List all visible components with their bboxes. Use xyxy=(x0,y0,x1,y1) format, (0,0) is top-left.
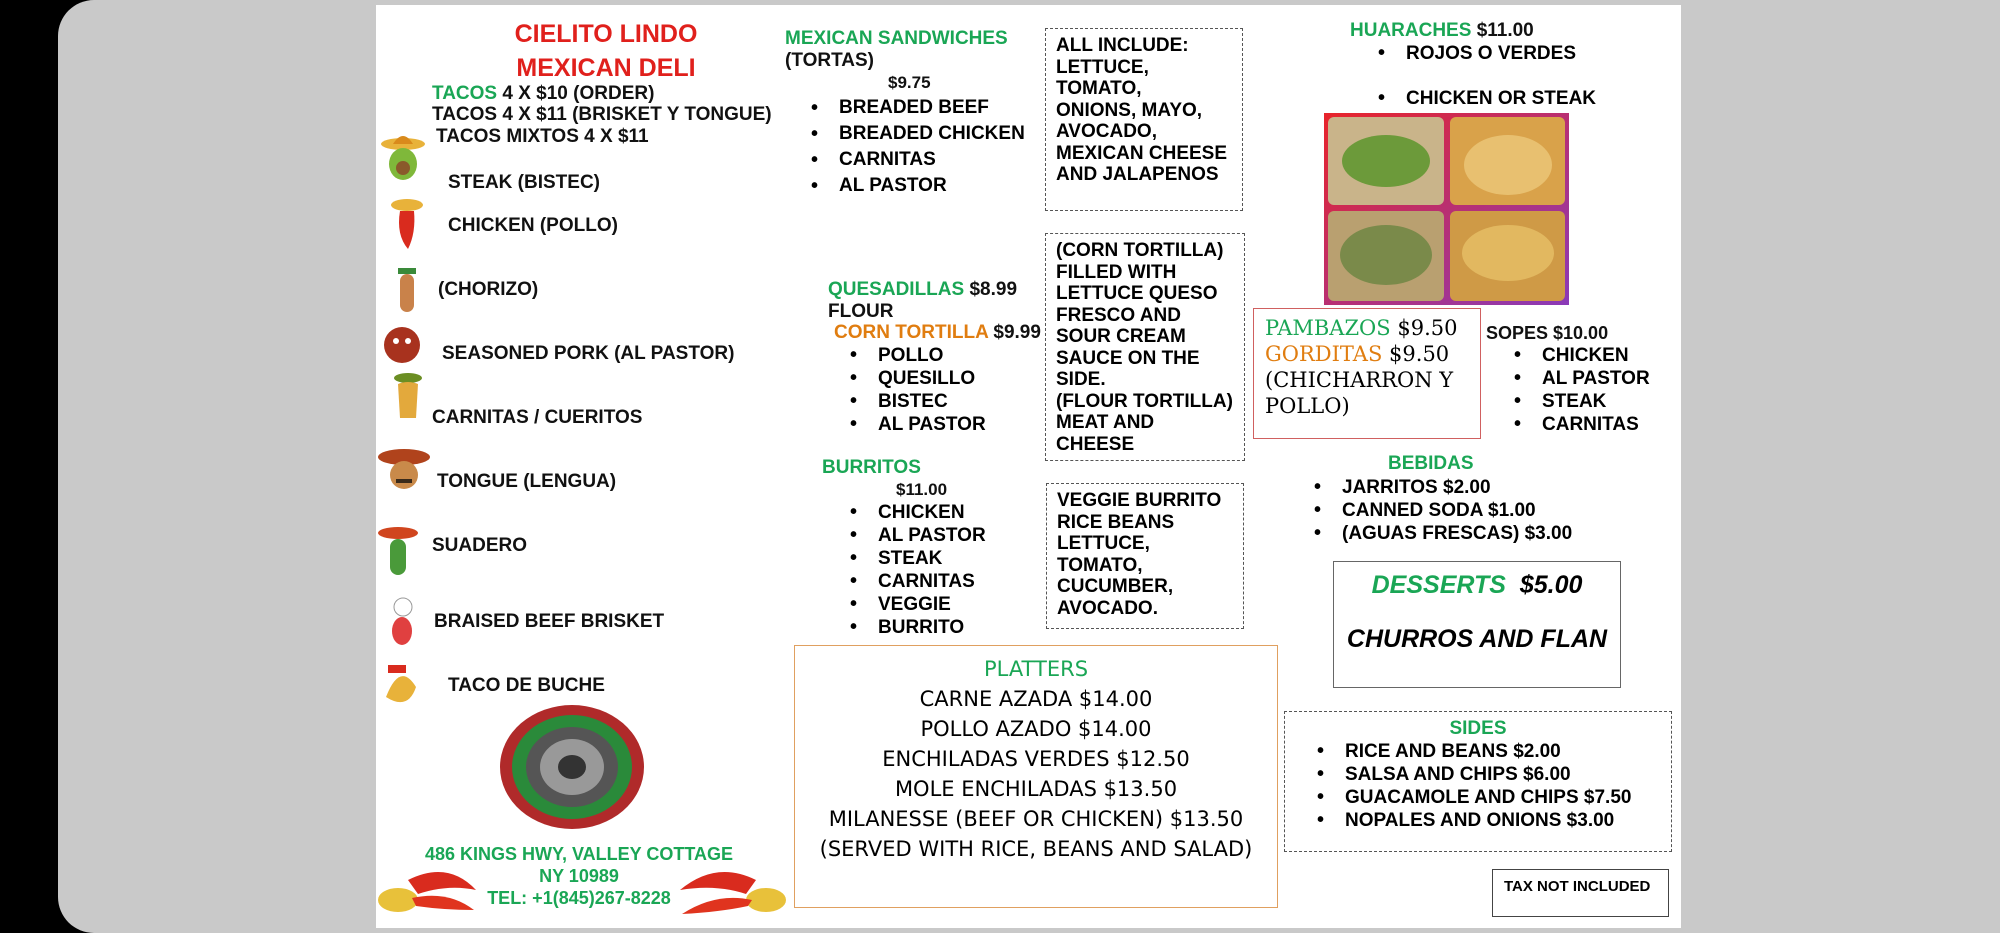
gorditas-line: GORDITAS $9.50 xyxy=(1265,342,1450,366)
taco-item: BRAISED BEEF BRISKET xyxy=(434,611,665,632)
burrito-item: • CHICKEN xyxy=(848,501,986,524)
taco-buche-icon xyxy=(378,657,424,713)
quesadillas-title: QUESADILLAS xyxy=(828,279,965,300)
side-item: • NOPALES AND ONIONS $3.00 xyxy=(1315,809,1671,832)
address-city: NY 10989 xyxy=(539,866,619,886)
burritos-price: $11.00 xyxy=(896,480,948,499)
taco-item: SEASONED PORK (AL PASTOR) xyxy=(442,343,735,364)
huaraches-title: HUARACHES xyxy=(1350,20,1472,41)
gorditas-fillings-cont: POLLO) xyxy=(1265,394,1350,418)
burritos-list xyxy=(848,501,986,639)
platter-item: CARNE AZADA $14.00 xyxy=(919,687,1153,711)
side-item: • RICE AND BEANS $2.00 xyxy=(1315,740,1671,763)
taco-item: TONGUE (LENGUA) xyxy=(437,471,617,492)
toppings-text: ALL INCLUDE: LETTUCE, TOMATO, ONIONS, MAYO, AVOCADO, MEXICAN CHEESE AND JALAPENOS xyxy=(1056,35,1228,185)
chorizo-icon xyxy=(384,260,430,316)
sopes-item: • AL PASTOR xyxy=(1512,367,1650,390)
corn-tortilla-line xyxy=(834,322,1041,344)
sandwich-item: • CARNITAS xyxy=(809,147,1025,173)
mariachi-icon xyxy=(376,443,434,499)
chili-corn-decoration-left xyxy=(378,860,478,922)
cactus-sombrero-icon xyxy=(376,523,422,579)
taco-character-icon xyxy=(386,368,432,424)
bebida-item: • CANNED SODA $1.00 xyxy=(1312,499,1572,522)
quesadilla-item: • BISTEC xyxy=(848,390,986,413)
veggie-burrito-box xyxy=(1046,483,1244,629)
tacos-label: TACOS xyxy=(432,83,498,104)
quesadilla-info-box xyxy=(1045,233,1245,461)
sandwiches-price: $9.75 xyxy=(888,73,931,92)
huarache-item: • CHICKEN OR STEAK xyxy=(1376,87,1596,110)
burrito-item: • CARNITAS xyxy=(848,570,986,593)
aztec-calendar-logo xyxy=(498,703,646,831)
platter-item: POLLO AZADO $14.00 xyxy=(920,717,1152,741)
sides-title: SIDES xyxy=(1449,718,1507,739)
bebida-item: • (AGUAS FRESCAS) $3.00 xyxy=(1312,522,1572,545)
quesadilla-item: • QUESILLO xyxy=(848,367,986,390)
desserts-box xyxy=(1333,561,1621,688)
quesadillas-heading xyxy=(828,279,1017,301)
burritos-title: BURRITOS xyxy=(822,457,921,478)
tax-notice: TAX NOT INCLUDED xyxy=(1504,878,1651,895)
desserts-heading: DESSERTS $5.00 xyxy=(1371,571,1583,599)
phone-number: TEL: +1(845)267-8228 xyxy=(487,888,671,908)
platter-item: MILANESSE (BEEF OR CHICKEN) $13.50 xyxy=(828,807,1244,831)
sandwich-item: • BREADED CHICKEN xyxy=(809,121,1025,147)
tax-notice-box xyxy=(1492,869,1669,917)
sopes-title: SOPES $10.00 xyxy=(1486,323,1609,343)
side-item: • SALSA AND CHIPS $6.00 xyxy=(1315,763,1671,786)
quesadilla-item: • AL PASTOR xyxy=(848,413,986,436)
taco-item: CHICKEN (POLLO) xyxy=(448,215,618,236)
address-street: 486 KINGS HWY, VALLEY COTTAGE xyxy=(424,844,734,864)
restaurant-title xyxy=(506,17,706,85)
quesadillas-flour: FLOUR xyxy=(828,301,894,322)
platters-title: PLATTERS xyxy=(983,657,1089,681)
quesadillas-price: $8.99 xyxy=(969,279,1018,300)
food-photo-collage xyxy=(1324,113,1569,305)
platters-box xyxy=(794,645,1278,908)
taco-item: CARNITAS / CUERITOS xyxy=(432,407,643,428)
taco-item: (CHORIZO) xyxy=(438,279,539,300)
burrito-item: • VEGGIE xyxy=(848,593,986,616)
sopes-item: • STEAK xyxy=(1512,390,1650,413)
sides-box xyxy=(1284,711,1672,852)
title-line2: MEXICAN DELI xyxy=(516,54,696,82)
bebida-item: • JARRITOS $2.00 xyxy=(1312,476,1572,499)
gorditas-fillings: (CHICHARRON Y xyxy=(1265,368,1454,392)
huaraches-heading xyxy=(1350,20,1534,42)
avocado-sombrero-icon xyxy=(380,130,426,186)
platter-item: ENCHILADAS VERDES $12.50 xyxy=(882,747,1190,771)
tacos-line1 xyxy=(432,83,654,105)
burrito-item-continued: • BURRITO xyxy=(848,616,986,639)
desserts-items: CHURROS AND FLAN xyxy=(1346,625,1608,653)
sandwiches-subtitle: (TORTAS) xyxy=(785,50,875,71)
taco-item: SUADERO xyxy=(432,535,528,556)
quesadilla-info-text: (CORN TORTILLA) FILLED WITH LETTUCE QUESO FRESCO AND SOUR CREAM SAUCE ON THE SIDE. (FLOUR TORTILLA) MEAT AND CHEESE xyxy=(1056,240,1233,455)
sandwich-item: • BREADED BEEF xyxy=(809,95,1025,121)
burrito-item: • AL PASTOR xyxy=(848,524,986,547)
chili-pepper-icon xyxy=(384,195,430,251)
sopes-list xyxy=(1512,344,1650,436)
platter-item: (SERVED WITH RICE, BEANS AND SALAD) xyxy=(819,837,1253,861)
huaraches-list xyxy=(1376,42,1596,110)
corn-tortilla-price: $9.99 xyxy=(993,322,1041,343)
sandwiches-title: MEXICAN SANDWICHES xyxy=(785,28,1008,49)
taco-item: TACO DE BUCHE xyxy=(448,675,605,696)
sopes-item: • CARNITAS xyxy=(1512,413,1650,436)
taco-item: STEAK (BISTEC) xyxy=(448,172,600,193)
huaraches-price: $11.00 xyxy=(1476,20,1534,41)
sopes-item: • CHICKEN xyxy=(1512,344,1650,367)
platters-content xyxy=(795,646,1277,864)
sandwiches-list xyxy=(809,95,1025,199)
burrito-item: • STEAK xyxy=(848,547,986,570)
side-item: • GUACAMOLE AND CHIPS $7.50 xyxy=(1315,786,1671,809)
chili-corn-decoration-right xyxy=(676,860,786,922)
pambazos-box xyxy=(1253,308,1481,439)
quesadillas-list xyxy=(848,344,986,436)
huarache-item: • ROJOS O VERDES xyxy=(1376,42,1596,65)
corn-tortilla-label: CORN TORTILLA xyxy=(834,322,989,343)
tacos-price: 4 X $10 (ORDER) xyxy=(502,83,655,104)
sides-list xyxy=(1315,740,1671,832)
platter-item: MOLE ENCHILADAS $13.50 xyxy=(894,777,1178,801)
pambazos-content xyxy=(1254,309,1480,425)
tacos-line2: TACOS 4 X $11 (BRISKET Y TONGUE) xyxy=(432,104,772,125)
menu-page xyxy=(376,5,1681,928)
quesadilla-item: • POLLO xyxy=(848,344,986,367)
veggie-burrito-text: VEGGIE BURRITO RICE BEANS LETTUCE, TOMATO, CUCUMBER, AVOCADO. xyxy=(1057,490,1222,619)
chef-character-icon xyxy=(380,595,426,651)
tacos-line3: TACOS MIXTOS 4 X $11 xyxy=(436,126,649,147)
pambazos-line: PAMBAZOS $9.50 xyxy=(1265,316,1458,340)
sandwich-item: • AL PASTOR xyxy=(809,173,1025,199)
title-line1: CIELITO LINDO xyxy=(514,20,698,48)
bebidas-title: BEBIDAS xyxy=(1388,453,1474,474)
meatball-icon xyxy=(378,315,424,371)
desserts-content xyxy=(1334,562,1620,654)
toppings-box xyxy=(1045,28,1243,211)
bebidas-list xyxy=(1312,476,1572,545)
